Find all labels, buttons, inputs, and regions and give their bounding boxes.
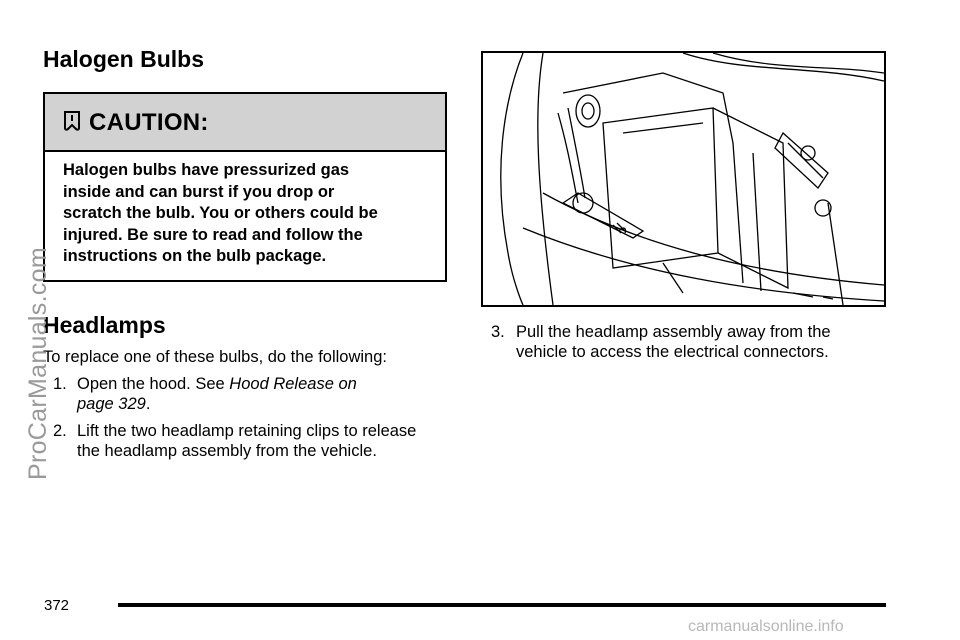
step-number: 3. bbox=[491, 323, 505, 341]
bottom-watermark: carmanualsonline.info bbox=[688, 618, 844, 635]
cross-reference-link-page[interactable]: page 329 bbox=[77, 395, 146, 413]
step-text-end: . bbox=[145, 395, 151, 413]
caution-line: instructions on the bulb package. bbox=[63, 247, 327, 265]
page-number: 372 bbox=[44, 597, 70, 614]
section-title-headlamps: Headlamps bbox=[43, 312, 166, 338]
step-text: Open the hood. See bbox=[77, 375, 230, 393]
headlamp-drawing bbox=[483, 53, 884, 305]
step-text: Lift the two headlamp retaining clips to release bbox=[77, 422, 417, 440]
step-number: 2. bbox=[53, 422, 67, 440]
caution-icon bbox=[63, 110, 81, 132]
step-text: the headlamp assembly from the vehicle. bbox=[77, 442, 377, 460]
footer-rule bbox=[118, 603, 886, 607]
step-number: 1. bbox=[53, 375, 67, 393]
section-title-halogen-bulbs: Halogen Bulbs bbox=[43, 46, 205, 72]
caution-line: scratch the bulb. You or others could be bbox=[63, 204, 378, 222]
caution-header bbox=[45, 94, 445, 152]
step-3 bbox=[491, 322, 891, 362]
step-text: vehicle to access the electrical connectors. bbox=[516, 343, 829, 361]
caution-box bbox=[43, 92, 447, 282]
step-text: Pull the headlamp assembly away from the bbox=[516, 323, 831, 341]
cross-reference-link[interactable]: Hood Release on bbox=[229, 375, 357, 393]
step-2 bbox=[53, 421, 453, 461]
caution-line: injured. Be sure to read and follow the bbox=[63, 225, 363, 244]
caution-title: CAUTION: bbox=[89, 109, 209, 136]
side-watermark: ProCarManuals.com bbox=[24, 247, 52, 480]
caution-text bbox=[63, 160, 433, 268]
step-1 bbox=[53, 374, 443, 414]
caution-line: Halogen bulbs have pressurized gas bbox=[63, 161, 350, 179]
headlamp-assembly-illustration bbox=[481, 51, 886, 307]
intro-text: To replace one of these bulbs, do the following: bbox=[43, 348, 387, 366]
caution-line: inside and can burst if you drop or bbox=[63, 182, 335, 201]
